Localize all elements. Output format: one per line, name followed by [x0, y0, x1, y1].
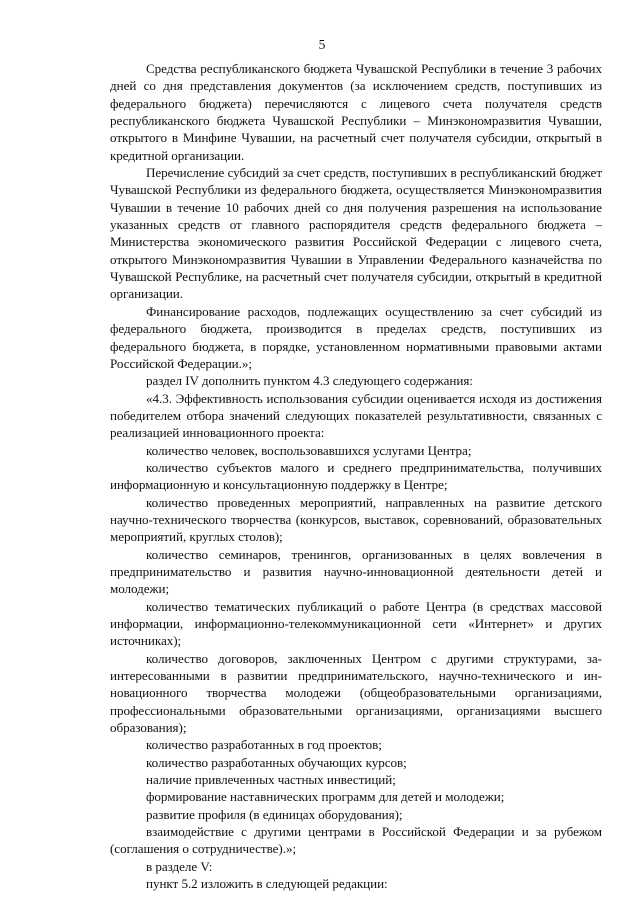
document-body	[110, 60, 602, 893]
paragraph: количество семинаров, тренингов, организованных в целях вовлечения в предпринимательство и развития научно-инновационной деятельности детей и молодежи;	[110, 546, 602, 597]
page-number: 5	[318, 37, 326, 52]
paragraph: количество субъектов малого и среднего предпринимательства, получивших информационную и консультационную поддержку в Центре;	[110, 459, 602, 493]
paragraph: формирование наставнических программ для детей и молодежи;	[146, 789, 505, 805]
paragraph: количество разработанных обучающих курсов;	[146, 754, 407, 770]
paragraph: количество человек, воспользовавшихся услугами Центра;	[146, 442, 472, 458]
paragraph: Средства республиканского бюджета Чувашской Республики в течение 3 рабочих дней со дня представления документов (за исключением средств, поступивших из федерального бюджета) перечисляются с лицевого счета получателя средств республиканского бюджета Чувашской Республики – Минэкономразвития Чувашии, открытого в Минфине Чувашии, на расчетный счет получателя субсидии, открытый в кредитной организации.	[110, 61, 602, 163]
paragraph: количество проведенных мероприятий, направленных на развитие детского научно-технического творчества (конкурсов, выставок, соревнований, образовательных мероприятий, круглых столов);	[110, 494, 602, 545]
paragraph: раздел IV дополнить пунктом 4.3 следующего содержания:	[146, 373, 473, 389]
paragraph: в разделе V:	[146, 858, 213, 874]
paragraph: Финансирование расходов, подлежащих осуществлению за счет субсидий из федерального бюджета, производится в пределах средств, поступивших из федерального бюджета, в порядке, установленном нормативными правовыми актами Российской Федерации.»;	[110, 303, 602, 371]
paragraph: взаимодействие с другими центрами в Российской Федерации и за рубежом (соглашения о сотрудничестве).»;	[110, 824, 602, 857]
paragraph: пункт 5.2 изложить в следующей редакции:	[146, 876, 388, 892]
paragraph: развитие профиля (в единицах оборудования);	[146, 806, 403, 822]
paragraph: наличие привлеченных частных инвестиций;	[146, 772, 396, 788]
paragraph: количество договоров, заключенных Центром с другими структурами, заинтересованными в развитии предпринимательского, научно-технического и инновационного творчества молодежи (общеобразовательными организациями, профессиональными образовательными организациями, организациями высшего образования);	[110, 650, 602, 736]
paragraph: «4.3. Эффективность использования субсидии оценивается исходя из достижения победителем отбора значений следующих показателей результативности, связанных с реализацией инновационного проекта:	[110, 390, 602, 441]
paragraph: Перечисление субсидий за счет средств, поступивших в республиканский бюджет Чувашской Республики из федерального бюджета, осуществляется Минэкономразвития Чувашии в течение 10 рабочих дней со дня получения разрешения на использование указанных средств от главного распорядителя средств федерального бюджета – Министерства экономического развития Российской Федерации с лицевого счета, открытого Минэкономразвития Чувашии в Управлении Федерального казначейства по Чувашской Республике, на расчетный счет получателя субсидии, открытый в кредитной организации.	[110, 165, 602, 302]
paragraph: количество разработанных в год проектов;	[146, 737, 382, 753]
paragraph: количество тематических публикаций о работе Центра (в средствах массовой информации, информационно-телекоммуникационной сети «Интернет» и других источниках);	[110, 598, 602, 649]
